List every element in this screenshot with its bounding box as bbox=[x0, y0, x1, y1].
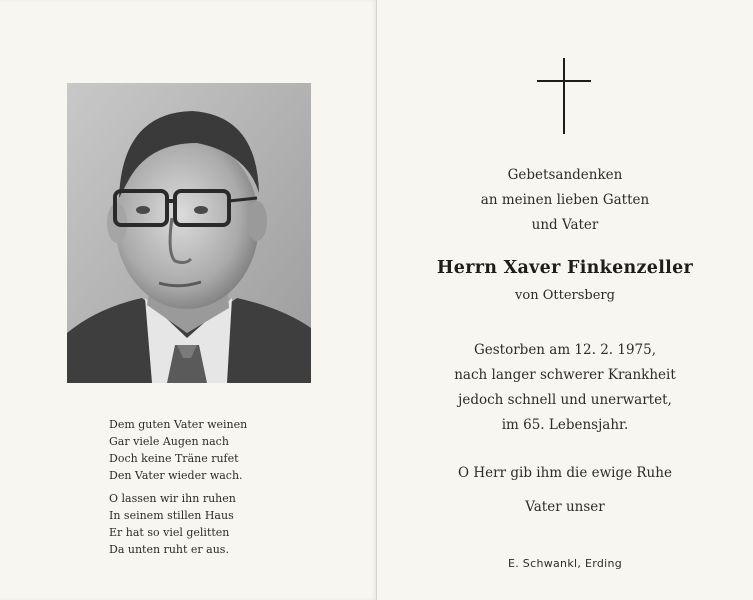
death-line: jedoch schnell und unerwartet, bbox=[458, 392, 672, 408]
poem-line: O lassen wir ihn ruhen bbox=[109, 492, 236, 505]
poem-stanza-1 bbox=[109, 416, 339, 484]
death-details bbox=[420, 338, 710, 438]
poem-line: In seinem stillen Haus bbox=[109, 509, 234, 522]
intro-line: und Vater bbox=[531, 217, 599, 233]
memorial-poem bbox=[109, 416, 339, 564]
printer-credit: E. Schwankl, Erding bbox=[507, 557, 623, 570]
portrait-photo bbox=[67, 83, 311, 383]
poem-line: Er hat so viel gelitten bbox=[109, 526, 230, 539]
deceased-origin: von Ottersberg bbox=[515, 288, 615, 303]
left-panel bbox=[0, 0, 376, 600]
death-line: im 65. Lebensjahr. bbox=[501, 417, 629, 433]
cross-icon bbox=[537, 58, 591, 134]
deceased-name: Herrn Xaver Finkenzeller bbox=[436, 258, 694, 278]
poem-line: Doch keine Träne rufet bbox=[109, 452, 239, 465]
closing-prayer: Vater unser bbox=[525, 499, 605, 515]
prayer-line: O Herr gib ihm die ewige Ruhe bbox=[458, 465, 672, 481]
death-line: nach langer schwerer Krankheit bbox=[454, 367, 676, 383]
intro-text bbox=[420, 163, 710, 238]
death-line: Gestorben am 12. 2. 1975, bbox=[473, 342, 657, 358]
poem-line: Gar viele Augen nach bbox=[109, 435, 229, 448]
intro-line: Gebetsandenken bbox=[507, 167, 623, 183]
poem-line: Da unten ruht er aus. bbox=[109, 543, 229, 556]
poem-stanza-2 bbox=[109, 490, 339, 558]
poem-line: Dem guten Vater weinen bbox=[109, 418, 248, 431]
poem-line: Den Vater wieder wach. bbox=[109, 469, 243, 482]
portrait-illustration bbox=[67, 83, 311, 383]
intro-line: an meinen lieben Gatten bbox=[480, 192, 650, 208]
